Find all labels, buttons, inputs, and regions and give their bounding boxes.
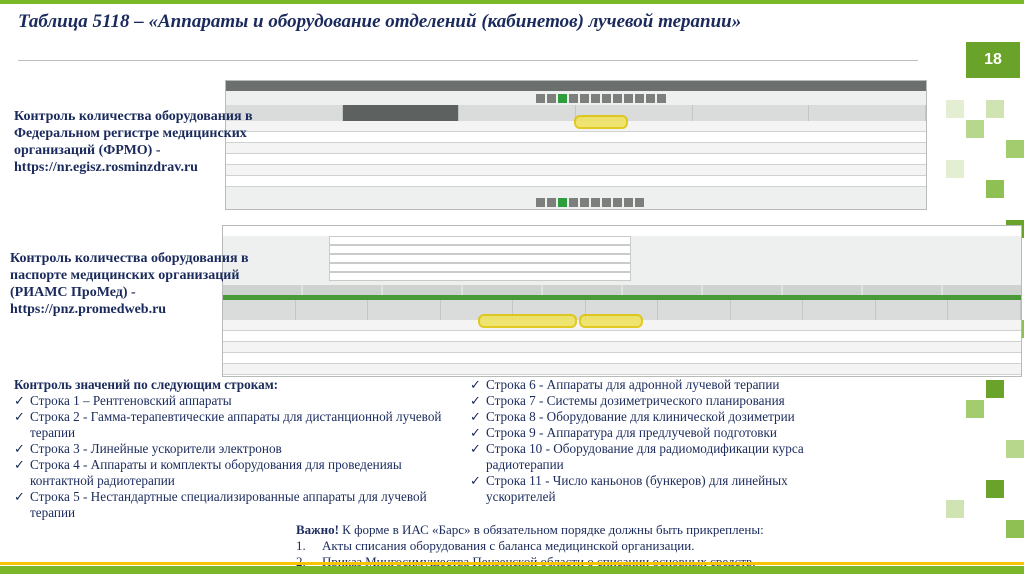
- check-icon: ✓: [470, 409, 482, 424]
- checks-heading: Контроль значений по следующим строкам:: [14, 377, 279, 392]
- promed-tabs: [223, 285, 1021, 295]
- check-icon: ✓: [14, 489, 26, 504]
- list-item: ✓ Строка 10 - Оборудование для радиомодификации курса радиотерапии: [470, 441, 804, 472]
- list-item: 1. Акты списания оборудования с баланса медицинской организации.: [296, 538, 695, 553]
- list-item: ✓ Строка 7 - Системы дозиметрического планирования: [470, 393, 785, 408]
- checks-right-list: [470, 377, 860, 505]
- list-item: ✓ Строка 6 - Аппараты для адронной лучевой терапии: [470, 377, 780, 392]
- list-item: ✓ Строка 9 - Аппаратура для предлучевой подготовки: [470, 425, 777, 440]
- important-lead: Важно!: [296, 522, 339, 537]
- check-icon: ✓: [470, 377, 482, 392]
- check-icon: ✓: [470, 425, 482, 440]
- promed-panel-header: [223, 226, 1021, 236]
- frmo-panel-header: [226, 81, 926, 91]
- list-item: ✓ Строка 8 - Оборудование для клинической дозиметрии: [470, 409, 795, 424]
- important-text: К форме в ИАС «Барс» в обязательном порядке должны быть прикреплены:: [338, 522, 764, 537]
- promed-passport-screenshot: [222, 225, 1022, 377]
- promed-control-text: Контроль количества оборудования в паспорте медицинских организаций (РИАМС ПроМед) - https://pnz.promedweb.ru: [10, 251, 249, 317]
- slide-number: 18: [966, 42, 1020, 78]
- promed-form-line: [223, 236, 1021, 245]
- page-title: Таблица 5118 – «Аппараты и оборудование отделений (кабинетов) лучевой терапии»: [18, 11, 742, 32]
- check-icon: ✓: [470, 393, 482, 408]
- check-icon: ✓: [470, 473, 482, 488]
- frmo-type-highlight: [574, 115, 628, 129]
- bottom-green-stripe: [0, 566, 1024, 574]
- check-icon: ✓: [470, 441, 482, 456]
- frmo-control-text: Контроль количества оборудования в Федеральном регистре медицинских организаций (ФРМО) - https://nr.egisz.rosminzdrav.ru: [14, 109, 253, 175]
- frmo-equipment-screenshot: [225, 80, 927, 210]
- bottom-yellow-stripe: [0, 562, 1024, 565]
- check-icon: ✓: [14, 409, 26, 424]
- list-item: ✓ Строка 11 - Число каньонов (бункеров) для линейных ускорителей: [470, 473, 788, 504]
- check-icon: ✓: [14, 441, 26, 456]
- list-item: ✓ Строка 2 - Гамма-терапевтические аппараты для дистанционной лучевой терапии: [14, 409, 442, 440]
- check-icon: ✓: [14, 457, 26, 472]
- title-divider: [18, 60, 918, 61]
- list-item: ✓ Строка 1 – Рентгеновский аппараты: [14, 393, 232, 408]
- checks-left-list: [14, 377, 450, 521]
- list-item: ✓ Строка 4 - Аппараты и комплекты оборудования для проведенияы контактной радиотерапии: [14, 457, 402, 488]
- promed-highlight-1: [478, 314, 577, 328]
- promed-table-rows: [223, 320, 1021, 377]
- frmo-table-rows: [226, 121, 926, 187]
- list-item: ✓ Строка 3 - Линейные ускорители электронов: [14, 441, 282, 456]
- promed-highlight-2: [579, 314, 643, 328]
- check-icon: ✓: [14, 393, 26, 408]
- frmo-pager-bottom: [226, 195, 926, 209]
- top-accent-stripe: [0, 0, 1024, 4]
- frmo-pager: [226, 91, 926, 105]
- list-item: ✓ Строка 5 - Нестандартные специализированные аппараты для лучевой терапии: [14, 489, 427, 520]
